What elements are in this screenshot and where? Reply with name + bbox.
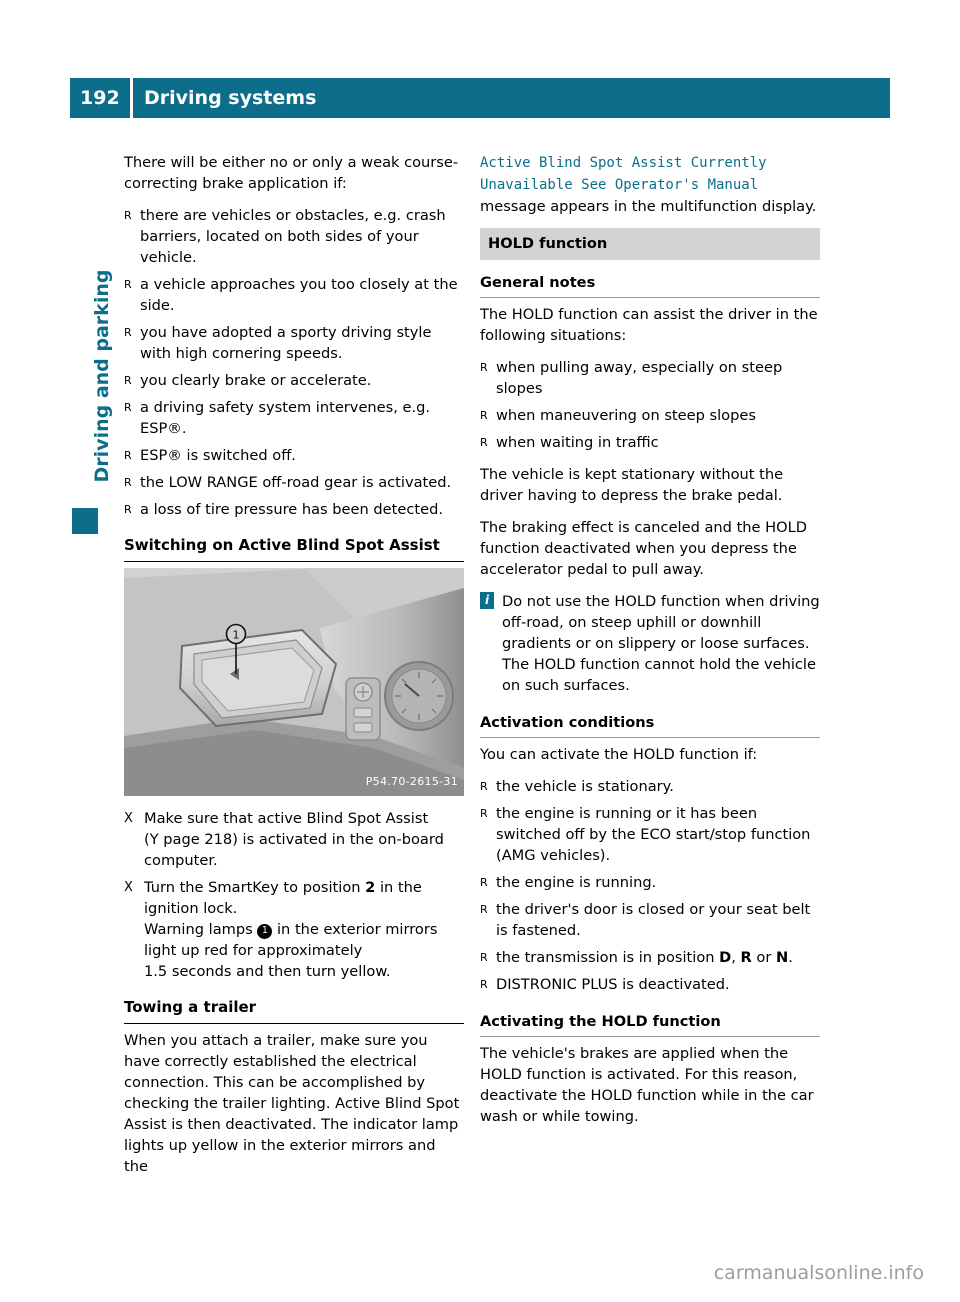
side-tab-marker (72, 508, 98, 534)
bullet-marker: R (480, 903, 488, 916)
list-item (480, 357, 820, 399)
list-item (480, 432, 820, 453)
gray-section-heading: HOLD function (480, 228, 820, 260)
subheading-activating-hold: Activating the HOLD function (480, 1011, 820, 1037)
bullet-marker: R (480, 951, 488, 964)
bullet-marker: R (124, 278, 132, 291)
step2-part-c: ignition lock. (144, 900, 238, 917)
page-title: Driving systems (144, 87, 317, 109)
bullet-marker: R (124, 503, 132, 516)
towing-paragraph: When you attach a trailer, make sure you have correctly established the electrical connection. This can be accomplished by checking the trailer lighting. Active Blind Spot Assist is then deactivated. The indicator lamp lights up yellow in the exterior mirrors and the (124, 1032, 460, 1175)
list-item (480, 974, 820, 995)
step1-part-c: page 218) is activated in the on-board (158, 831, 444, 848)
general-notes-intro: The HOLD function can assist the driver in the following situations: (480, 306, 818, 344)
info-icon: i (480, 592, 494, 609)
step2-part-g: 1.5 seconds and then turn yellow. (144, 963, 391, 980)
transmission-text-a: the transmission is in position (496, 949, 720, 966)
list-item-text: when maneuvering on steep slopes (496, 407, 756, 424)
display-message-line2: Unavailable See Operator's Manual (480, 177, 759, 193)
paragraph-braking: The braking effect is canceled and the HOLD function deactivated when you depress the accelerator pedal to pull away. (480, 519, 808, 578)
list-item-text: you have adopted a sporty driving style with high cornering speeds. (140, 324, 432, 362)
callout-1-icon: 1 (257, 924, 272, 939)
list-item (480, 803, 820, 866)
step1-part-b: ( (144, 831, 150, 848)
transmission-comma: , (731, 949, 741, 966)
left-step-list (124, 808, 464, 982)
gear-n: N (776, 949, 789, 966)
paragraph-stationary: The vehicle is kept stationary without the driver having to depress the brake pedal. (480, 466, 784, 504)
bullet-marker: R (124, 209, 132, 222)
list-item (124, 274, 464, 316)
bullet-marker: R (124, 326, 132, 339)
bullet-marker: R (124, 449, 132, 462)
list-item (124, 205, 464, 268)
bullet-marker: R (480, 436, 488, 449)
side-tab-label: Driving and parking (91, 269, 113, 483)
svg-text:1: 1 (232, 628, 240, 642)
list-item-text: when waiting in traffic (496, 434, 659, 451)
step-marker: X (124, 880, 133, 895)
step2-part-a: Turn the SmartKey to position (144, 879, 366, 896)
activating-paragraph: The vehicle's brakes are applied when the HOLD function is activated. For this reason, deactivate the HOLD function while in the car wash or while towing. (480, 1045, 814, 1125)
list-item (124, 877, 464, 982)
list-item-text: there are vehicles or obstacles, e.g. crash barriers, located on both sides of your vehicle. (140, 207, 446, 266)
bullet-marker: R (124, 401, 132, 414)
transmission-period: . (788, 949, 793, 966)
step2-part-e: in the exterior mirrors (272, 921, 438, 938)
bullet-marker: R (480, 409, 488, 422)
section-heading-towing: Towing a trailer (124, 997, 464, 1024)
list-item-text: when pulling away, especially on steep slopes (496, 359, 783, 397)
step2-part-b: in the (375, 879, 422, 896)
gear-r: R (740, 949, 752, 966)
list-item-text: you clearly brake or accelerate. (140, 372, 372, 389)
general-notes-bullet-list (480, 357, 820, 453)
list-item-text: the engine is running. (496, 874, 657, 891)
list-item-text: DISTRONIC PLUS is deactivated. (496, 976, 730, 993)
side-tab (72, 265, 113, 525)
section-heading-switching-on: Switching on Active Blind Spot Assist (124, 535, 464, 562)
list-item-text: the vehicle is stationary. (496, 778, 674, 795)
page-header (70, 78, 890, 118)
figure-caption: P54.70-2615-31 (365, 775, 458, 788)
figure-exterior-mirror (124, 568, 464, 796)
list-item-text: a loss of tire pressure has been detected. (140, 501, 443, 518)
subheading-general-notes: General notes (480, 272, 820, 298)
bullet-marker: R (480, 876, 488, 889)
list-item (124, 322, 464, 364)
page-number: 192 (80, 87, 120, 109)
bullet-marker: R (480, 978, 488, 991)
activation-bullet-list (480, 776, 820, 995)
list-item (480, 776, 820, 797)
list-item (124, 445, 464, 466)
step1-part-a: Make sure that active Blind Spot Assist (144, 810, 429, 827)
list-item (124, 472, 464, 493)
figure-illustration (124, 568, 464, 796)
list-item-text (496, 949, 793, 966)
list-item (124, 499, 464, 520)
list-item (480, 872, 820, 893)
list-item (124, 370, 464, 391)
display-message-paragraph (480, 152, 820, 217)
footer-watermark: carmanualsonline.info (713, 1262, 924, 1284)
info-note-text: Do not use the HOLD function when driving off-road, on steep uphill or downhill gradients or on slippery or loose surfaces. The HOLD function cannot hold the vehicle on such surfaces. (502, 593, 820, 694)
subheading-activation-conditions: Activation conditions (480, 712, 820, 738)
bullet-marker: R (480, 780, 488, 793)
step2-part-f: light up red for approximately (144, 942, 363, 959)
display-message-line1: Active Blind Spot Assist Currently (480, 155, 767, 171)
list-item (480, 405, 820, 426)
list-item-text: ESP® is switched off. (140, 447, 296, 464)
display-message-tail: message appears in the multifunction display. (480, 198, 817, 215)
info-note (480, 591, 820, 696)
list-item-text: the engine is running or it has been switched off by the ECO start/stop function (AMG vehicles). (496, 805, 811, 864)
bullet-marker: R (124, 476, 132, 489)
right-column (480, 152, 820, 1138)
list-item-text: the LOW RANGE off-road gear is activated. (140, 474, 452, 491)
bullet-marker: R (124, 374, 132, 387)
list-item (480, 947, 820, 968)
header-divider (130, 78, 133, 118)
bullet-marker: R (480, 361, 488, 374)
list-item-text: a vehicle approaches you too closely at the side. (140, 276, 458, 314)
transmission-or: or (751, 949, 777, 966)
step-text (144, 810, 444, 869)
step1-part-d: computer. (144, 852, 218, 869)
left-column (124, 152, 464, 1188)
list-item-text: the driver's door is closed or your seat belt is fastened. (496, 901, 811, 939)
list-item (124, 397, 464, 439)
list-item (124, 808, 464, 871)
bullet-marker: R (480, 807, 488, 820)
step-text (144, 879, 437, 980)
list-item (480, 899, 820, 941)
left-intro-paragraph: There will be either no or only a weak course-correcting brake application if: (124, 154, 459, 192)
activation-intro: You can activate the HOLD function if: (480, 746, 758, 763)
list-item-text: a driving safety system intervenes, e.g. ESP®. (140, 399, 431, 437)
gear-d: D (719, 949, 732, 966)
step2-part-d: Warning lamps (144, 921, 258, 938)
page-reference-icon: Y (149, 831, 159, 848)
left-bullet-list (124, 205, 464, 520)
step-marker: X (124, 811, 133, 826)
step2-position-value: 2 (365, 879, 376, 896)
